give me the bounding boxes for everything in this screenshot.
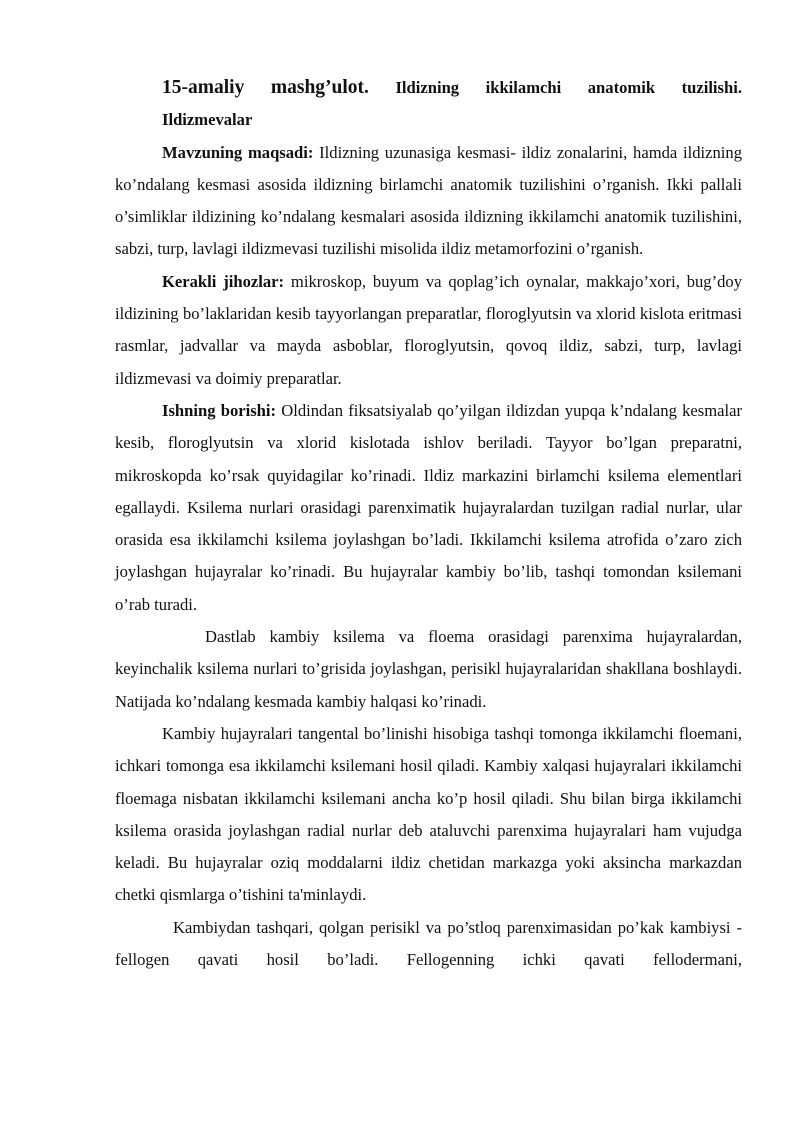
paragraph-text: Ildizning uzunasiga kesmasi- ildiz zonalarini, hamda ildizning ko’ndalang kesmasi asosida ildizning birlamchi anatomik tuzilishini o’rganish. Ikki pallali o’simliklar ildizining ko’ndalang kesmalari asosida ildizning ikkilamchi anatomik tuzilishini, sabzi, turp, lavlagi ildizmevasi tuzilishi misolida ildiz metamorfozini o’rganish.	[115, 142, 742, 259]
document-body	[115, 72, 742, 976]
title-number: 15-amaliy	[162, 77, 245, 98]
paragraph-cambium-origin: Dastlab kambiy ksilema va floema orasidagi parenxima hujayralardan, keyinchalik ksilema nurlari to’grisida joylashgan, perisikl hujayralaridan shakllana boshlaydi. Natijada ko’ndalang kesmada kambiy halqasi ko’rinadi.	[115, 627, 742, 711]
paragraph-phellogen: Kambiydan tashqari, qolgan perisikl va po’stloq parenximasidan po’kak kambiysi - fellogen qavati hosil bo’ladi. Fellogenning ichki qavati fellodermani,	[115, 917, 742, 970]
paragraph-equipment	[115, 266, 742, 395]
paragraph-text: mikroskop, buyum va qoplag’ich oynalar, makkajo’xori, bug’doy ildizining bo’laklaridan kesib tayyorlangan preparatlar, floroglyutsin va xlorid kislota eritmasi rasmlar, jadvallar va mayda asboblar, floroglyutsin, qovoq ildiz, sabzi, turp, lavlagi ildizmevasi va doimiy preparatlar.	[115, 271, 743, 388]
paragraph-cambium-division: Kambiy hujayralari tangental bo’linishi hisobiga tashqi tomonga ikkilamchi floemani, ichkari tomonga esa ikkilamchi ksilemani hosil qiladi. Kambiy xalqasi hujayralari ikkilamchi floemaga nisbatan ikkilamchi ksilemani ancha ko’p hosil qiladi. Shu bilan birga ikkilamchi ksilema orasida joylashgan radial nurlar deb ataluvchi parenxima hujayralari ham vujudga keladi. Bu hujayralar oziq moddalarni ildiz chetidan markazga yoki aksincha markazdan chetki qismlarga o’tishini ta'minlaydi.	[115, 723, 742, 905]
paragraph-label: Mavzuning maqsadi:	[162, 142, 314, 162]
title-lesson: mashg’ulot.	[270, 77, 369, 98]
title-topic: Ildizning ikkilamchi anatomik tuzilishi.	[395, 78, 742, 97]
paragraph-procedure	[115, 395, 742, 621]
paragraph-label: Ishning borishi:	[162, 400, 277, 420]
page-title	[115, 72, 742, 104]
paragraph-label: Kerakli jihozlar:	[162, 271, 285, 291]
paragraph-objective	[115, 137, 742, 266]
title-continuation: Ildizmevalar	[162, 110, 253, 130]
paragraph-text: Oldindan fiksatsiyalab qo’yilgan ildizdan yupqa k’ndalang kesmalar kesib, floroglyutsin va xlorid kislotada ishlov beriladi. Tayyor bo’lgan preparatni, mikroskopda ko’rsak quyidagilar ko’rinadi. Ildiz markazini birlamchi ksilema elementlari egallaydi. Ksilema nurlari orasidagi parenximatik hujayralardan tuzilgan radial nurlar, ular orasida esa ikkilamchi ksilema joylashgan bo’ladi. Ikkilamchi ksilema atrofida o’zaro zich joylashgan hujayralar ko’rinadi. Bu hujayralar kambiy bo’lib, tashqi tomondan ksilemani o’rab turadi.	[115, 400, 742, 614]
